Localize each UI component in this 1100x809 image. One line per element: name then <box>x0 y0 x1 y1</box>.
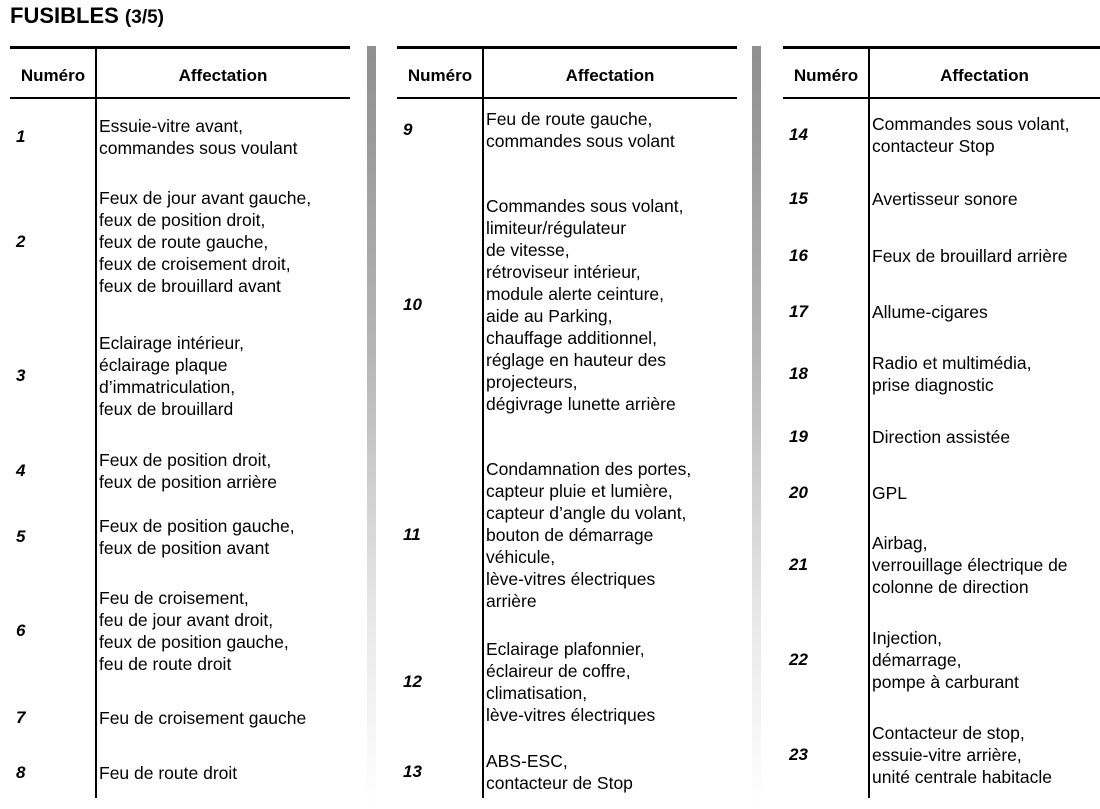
assignment-line: GPL <box>872 483 908 503</box>
assignment-line: verrouillage électrique de <box>872 555 1068 575</box>
assignment-line: d’immatriculation, <box>99 377 236 397</box>
assignment-line: Commandes sous volant, <box>486 196 684 216</box>
assignment-line: chauffage additionnel, <box>486 328 657 348</box>
header-rule <box>397 97 737 99</box>
fuse-assignment <box>872 188 1018 210</box>
assignment-line: feu de jour avant droit, <box>99 610 274 630</box>
header-affectation: Affectation <box>178 66 268 85</box>
assignment-line: projecteurs, <box>486 372 578 392</box>
assignment-line: Feu de route gauche, <box>486 109 653 129</box>
assignment-line: Feux de brouillard arrière <box>872 246 1068 266</box>
assignment-line: feux de position droit, <box>99 210 266 230</box>
assignment-line: pompe à carburant <box>872 672 1019 692</box>
fuse-assignment <box>99 332 244 420</box>
assignment-line: Direction assistée <box>872 427 1011 447</box>
fuse-assignment <box>99 707 306 729</box>
fuse-assignment <box>99 515 295 559</box>
fuse-number: 3 <box>16 366 26 385</box>
fuse-assignment <box>99 587 289 675</box>
assignment-line: éclaireur de coffre, <box>486 661 631 681</box>
header-affectation: Affectation <box>940 66 1029 85</box>
page-title <box>10 3 164 29</box>
assignment-line: limiteur/régulateur <box>486 218 627 238</box>
assignment-line: contacteur Stop <box>872 136 995 156</box>
assignment-line: réglage en hauteur des <box>486 350 666 370</box>
assignment-line: Feu de croisement gauche <box>99 708 307 728</box>
assignment-line: feux de croisement droit, <box>99 254 291 274</box>
assignment-line: Feux de position droit, <box>99 450 272 470</box>
fuse-number: 18 <box>789 364 808 383</box>
fuse-number: 11 <box>403 525 421 544</box>
assignment-line: feux de brouillard avant <box>99 276 281 296</box>
assignment-line: Commandes sous volant, <box>872 114 1070 134</box>
assignment-line: commandes sous voulant <box>99 138 298 158</box>
fuse-number: 2 <box>16 232 26 251</box>
assignment-line: arrière <box>486 591 537 611</box>
header-rule <box>783 97 1100 99</box>
fuse-number: 20 <box>789 483 808 502</box>
fuse-number: 19 <box>789 427 808 446</box>
assignment-line: Feu de route droit <box>99 763 238 783</box>
fuse-number: 22 <box>789 650 808 669</box>
header-rule <box>10 97 350 99</box>
assignment-line: Eclairage intérieur, <box>99 333 244 353</box>
fuse-assignment <box>99 187 311 297</box>
fuse-number: 21 <box>789 555 808 574</box>
assignment-line: Feu de croisement, <box>99 588 249 608</box>
assignment-line: Essuie-vitre avant, <box>99 116 243 136</box>
title-page-indicator: (3/5) <box>124 7 164 28</box>
fuse-assignment <box>486 458 691 612</box>
assignment-line: commandes sous volant <box>486 131 675 151</box>
assignment-line: capteur pluie et lumière, <box>486 481 673 501</box>
fuse-table-2 <box>397 46 737 798</box>
fuse-assignment <box>486 195 683 415</box>
fuse-assignment <box>872 245 1068 267</box>
assignment-line: Condamnation des portes, <box>486 459 692 479</box>
assignment-line: feux de brouillard <box>99 399 234 419</box>
header-affectation: Affectation <box>565 66 655 85</box>
fuse-number: 7 <box>16 708 26 727</box>
fuse-number: 4 <box>16 461 26 480</box>
assignment-line: Avertisseur sonore <box>872 189 1018 209</box>
column-divider <box>482 49 484 798</box>
fuse-assignment <box>99 115 297 159</box>
fuse-number: 1 <box>16 127 26 146</box>
assignment-line: Airbag, <box>872 533 928 553</box>
assignment-line: bouton de démarrage <box>486 525 654 545</box>
header-numero: Numéro <box>20 66 86 85</box>
fuse-assignment <box>486 638 655 726</box>
fuse-number: 12 <box>403 672 422 691</box>
assignment-line: feux de position arrière <box>99 472 278 492</box>
assignment-line: rétroviseur intérieur, <box>486 262 641 282</box>
fuse-assignment <box>99 762 237 784</box>
assignment-line: de vitesse, <box>486 240 570 260</box>
assignment-line: unité centrale habitacle <box>872 767 1052 787</box>
fuse-number: 10 <box>403 295 422 314</box>
fuse-table-3 <box>783 46 1100 798</box>
title-main: FUSIBLES <box>10 3 119 28</box>
table-header <box>10 49 350 97</box>
column-separator <box>367 46 376 806</box>
assignment-line: éclairage plaque <box>99 355 228 375</box>
column-divider <box>95 49 97 798</box>
assignment-line: climatisation, <box>486 683 588 703</box>
assignment-line: Eclairage plafonnier, <box>486 639 645 659</box>
fuse-assignment <box>872 113 1069 157</box>
fuse-assignment <box>486 750 633 794</box>
table-header <box>783 49 1100 97</box>
assignment-line: feu de route droit <box>99 654 232 674</box>
assignment-line: feux de route gauche, <box>99 232 269 252</box>
assignment-line: feux de position avant <box>99 538 270 558</box>
assignment-line: lève-vitres électriques <box>486 569 656 589</box>
fuse-assignment <box>872 532 1068 598</box>
fuse-number: 16 <box>789 246 808 265</box>
fuse-number: 9 <box>403 120 413 139</box>
column-separator <box>752 46 761 806</box>
assignment-line: Injection, <box>872 628 943 648</box>
fuse-assignment <box>872 352 1032 396</box>
fuse-assignment <box>872 482 907 504</box>
assignment-line: capteur d’angle du volant, <box>486 503 687 523</box>
fuse-assignment <box>872 722 1052 788</box>
table-header <box>397 49 737 97</box>
assignment-line: feux de position gauche, <box>99 632 289 652</box>
assignment-line: Contacteur de stop, <box>872 723 1025 743</box>
assignment-line: Feux de position gauche, <box>99 516 295 536</box>
assignment-line: aide au Parking, <box>486 306 613 326</box>
header-numero: Numéro <box>793 66 859 85</box>
assignment-line: dégivrage lunette arrière <box>486 394 676 414</box>
fuse-assignment <box>99 449 277 493</box>
fuse-assignment <box>872 627 1019 693</box>
fuse-number: 5 <box>16 527 26 546</box>
fuse-number: 15 <box>789 189 808 208</box>
assignment-line: module alerte ceinture, <box>486 284 665 304</box>
assignment-line: essuie-vitre arrière, <box>872 745 1022 765</box>
assignment-line: lève-vitres électriques <box>486 705 656 725</box>
fuse-number: 14 <box>789 125 808 144</box>
header-numero: Numéro <box>407 66 473 85</box>
column-divider <box>868 49 870 798</box>
fuse-number: 8 <box>16 763 26 782</box>
fuse-number: 17 <box>789 302 808 321</box>
fuse-number: 13 <box>403 762 422 781</box>
fuse-assignment <box>486 108 675 152</box>
fuse-assignment <box>872 301 988 323</box>
assignment-line: ABS-ESC, <box>486 751 568 771</box>
assignment-line: prise diagnostic <box>872 375 994 395</box>
assignment-line: Allume-cigares <box>872 302 988 322</box>
assignment-line: colonne de direction <box>872 577 1029 597</box>
fuse-table-1 <box>10 46 350 798</box>
fuse-assignment <box>872 426 1010 448</box>
assignment-line: Radio et multimédia, <box>872 353 1032 373</box>
fuse-number: 23 <box>789 745 808 764</box>
assignment-line: véhicule, <box>486 547 556 567</box>
assignment-line: démarrage, <box>872 650 962 670</box>
assignment-line: contacteur de Stop <box>486 773 633 793</box>
fuse-number: 6 <box>16 621 26 640</box>
assignment-line: Feux de jour avant gauche, <box>99 188 312 208</box>
